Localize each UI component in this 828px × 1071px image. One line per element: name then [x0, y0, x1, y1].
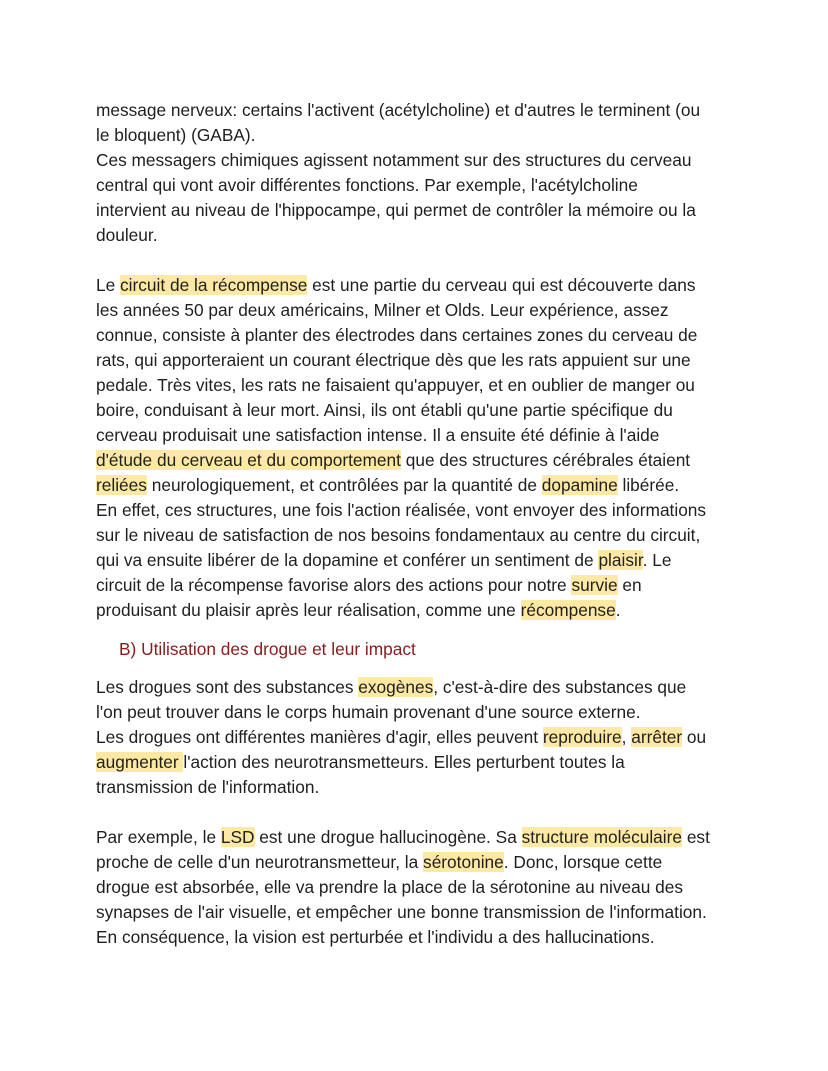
paragraph-neurotransmitters: [96, 98, 776, 248]
text-line: rats, qui apporteraient un courant électrique dès que les rats appuient sur une: [96, 350, 691, 370]
highlighted-term: exogènes: [358, 677, 434, 697]
highlighted-term: reproduire: [542, 727, 622, 747]
text-line: pedale. Très vites, les rats ne faisaient qu'appuyer, et en oublier de manger ou: [96, 375, 695, 395]
text-line: l'on peut trouver dans le corps humain provenant d'une source externe.: [96, 702, 641, 722]
text-line: douleur.: [96, 225, 158, 245]
text-line: [96, 675, 776, 700]
document-body: [96, 98, 776, 950]
text-line: [96, 850, 776, 875]
highlighted-term: augmenter: [96, 752, 184, 772]
text-line: Ces messagers chimiques agissent notamment sur des structures du cerveau: [96, 150, 692, 170]
text-line: les années 50 par deux américains, Milner et Olds. Leur expérience, assez: [96, 300, 669, 320]
text-line: [96, 548, 776, 573]
text-line: synapses de l'air visuelle, et empêcher une bonne transmission de l'information.: [96, 902, 707, 922]
text-line: [96, 725, 776, 750]
text-line: intervient au niveau de l'hippocampe, qui permet de contrôler la mémoire ou la: [96, 200, 696, 220]
text-line: [96, 273, 776, 298]
paragraph-drugs: [96, 675, 776, 800]
text-line: [96, 750, 776, 775]
text-line: [96, 473, 776, 498]
highlighted-term: récompense: [520, 600, 616, 620]
text-line: boire, conduisant à leur mort. Ainsi, ils ont établi qu'une partie spécifique du: [96, 400, 673, 420]
text-run: ,: [621, 727, 632, 747]
text-line: transmission de l'information.: [96, 777, 320, 797]
highlighted-term: plaisir: [598, 550, 643, 570]
text-line: [96, 598, 776, 623]
text-run: , c'est-à-dire des substances que: [433, 677, 687, 697]
text-line: le bloquent) (GABA).: [96, 125, 256, 145]
text-run: ou: [682, 727, 707, 747]
text-line: En effet, ces structures, une fois l'action réalisée, vont envoyer des informations: [96, 500, 707, 520]
text-run: l'action des neurotransmetteurs. Elles perturbent toutes la: [183, 752, 625, 772]
paragraph-lsd-example: [96, 825, 776, 950]
text-run: Par exemple, le: [96, 827, 221, 847]
text-line: central qui vont avoir différentes fonctions. Par exemple, l'acétylcholine: [96, 175, 638, 195]
text-line: [96, 825, 776, 850]
text-run: proche de celle d'un neurotransmetteur, la: [96, 852, 424, 872]
text-line: connue, consiste à planter des électrodes dans certaines zones du cerveau de: [96, 325, 698, 345]
highlighted-term: arrêter: [631, 727, 683, 747]
text-run: neurologiquement, et contrôlées par la quantité de: [146, 475, 542, 495]
text-run: est: [682, 827, 710, 847]
text-run: que des structures cérébrales étaient: [400, 450, 691, 470]
text-run: . Donc, lorsque cette: [503, 852, 663, 872]
text-run: est une partie du cerveau qui est découverte dans: [307, 275, 696, 295]
highlighted-term: d'étude du cerveau et du comportement: [96, 450, 401, 470]
paragraph-spacer: [96, 800, 776, 825]
text-line: En conséquence, la vision est perturbée et l'individu a des hallucinations.: [96, 927, 655, 947]
text-line: sur le niveau de satisfaction de nos besoins fondamentaux au centre du circuit,: [96, 525, 701, 545]
text-line: message nerveux: certains l'activent (acétylcholine) et d'autres le terminent (ou: [96, 100, 701, 120]
text-run: circuit de la récompense favorise alors des actions pour notre: [96, 575, 572, 595]
text-run: qui va ensuite libérer de la dopamine et conférer un sentiment de: [96, 550, 599, 570]
paragraph-spacer: [96, 248, 776, 273]
highlighted-term: sérotonine: [423, 852, 504, 872]
text-run: produisant du plaisir après leur réalisation, comme une: [96, 600, 521, 620]
text-line: drogue est absorbée, elle va prendre la place de la sérotonine au niveau des: [96, 877, 684, 897]
text-run: .: [615, 600, 621, 620]
text-run: est une drogue hallucinogène. Sa: [254, 827, 522, 847]
text-run: en: [617, 575, 642, 595]
highlighted-term: LSD: [220, 827, 255, 847]
text-run: . Le: [642, 550, 672, 570]
text-line: cerveau produisait une satisfaction intense. Il a ensuite été définie à l'aide: [96, 425, 660, 445]
section-heading: B) Utilisation des drogue et leur impact: [119, 639, 416, 659]
highlighted-term: structure moléculaire: [521, 827, 683, 847]
highlighted-term: circuit de la récompense: [120, 275, 308, 295]
text-run: Les drogues sont des substances: [96, 677, 359, 697]
highlighted-term: reliées: [96, 475, 147, 495]
text-run: Le: [96, 275, 121, 295]
text-line: [96, 448, 776, 473]
text-run: Les drogues ont différentes manières d'agir, elles peuvent: [96, 727, 543, 747]
highlighted-term: survie: [571, 575, 618, 595]
highlighted-term: dopamine: [541, 475, 618, 495]
text-run: libérée.: [617, 475, 680, 495]
text-line: [96, 573, 776, 598]
paragraph-reward-circuit: [96, 273, 776, 623]
